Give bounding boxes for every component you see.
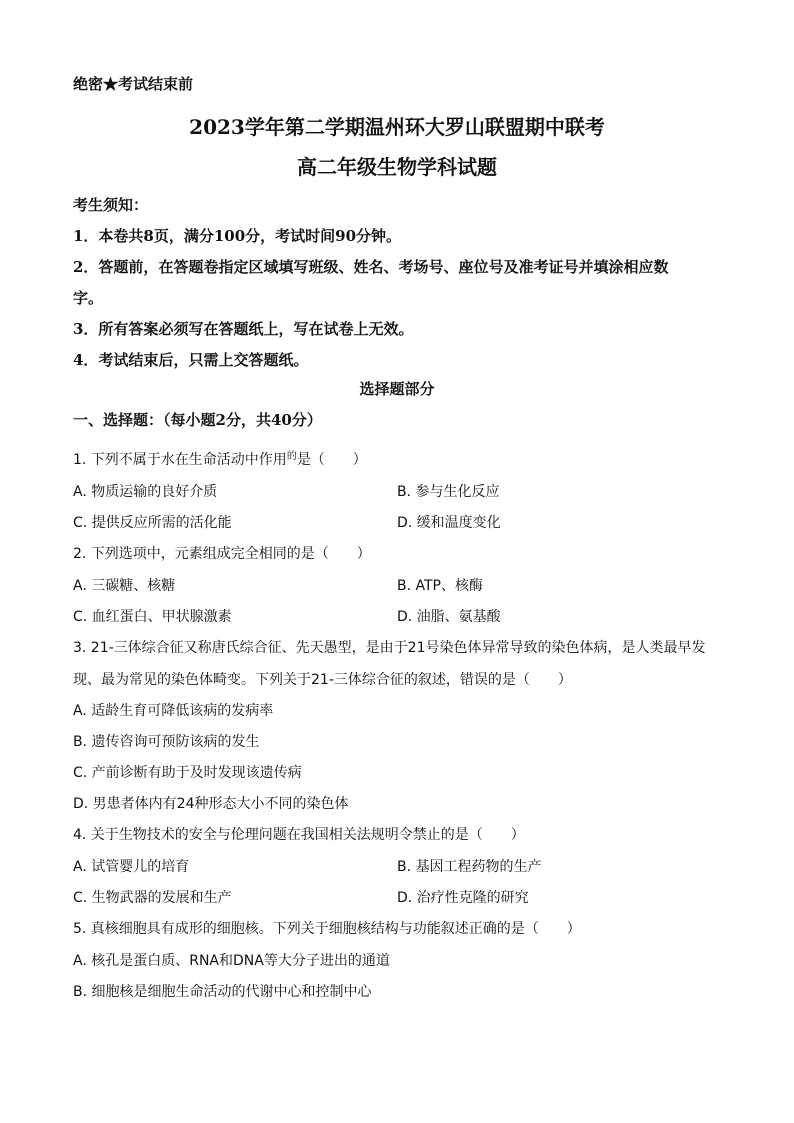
question-4-option-a: A. 试管婴儿的培育 xyxy=(73,859,190,875)
question-1-stem-end: 是（ ） xyxy=(296,452,367,468)
question-3-option-b: B. 遗传咨询可预防该病的发生 xyxy=(73,734,260,750)
notice-item-1: 1．本卷共8页，满分100分，考试时间90分钟。 xyxy=(73,227,402,245)
question-5-stem: 5. 真核细胞具有成形的细胞核。下列关于细胞核结构与功能叙述正确的是（ ） xyxy=(73,921,581,937)
notice-item-4: 4．考试结束后，只需上交答题纸。 xyxy=(73,351,309,369)
question-4-option-b: B. 基因工程药物的生产 xyxy=(397,859,542,875)
exam-subtitle: 高二年级生物学科试题 xyxy=(297,155,497,179)
question-1-option-d: D. 缓和温度变化 xyxy=(397,515,501,531)
exam-title: 2023学年第二学期温州环大罗山联盟期中联考 xyxy=(189,115,605,139)
question-1-option-b: B. 参与生化反应 xyxy=(397,484,500,500)
question-3-stem-line2: 现、最为常见的染色体畸变。下列关于21-三体综合征的叙述，错误的是（ ） xyxy=(73,672,572,688)
notice-item-3: 3．所有答案必须写在答题纸上，写在试卷上无效。 xyxy=(73,320,414,338)
question-2-option-d: D. 油脂、氨基酸 xyxy=(397,609,501,625)
question-4-option-c: C. 生物武器的发展和生产 xyxy=(73,890,232,906)
notice-item-2: 2．答题前，在答题卷指定区域填写班级、姓名、考场号、座位号及准考证号并填涂相应数 xyxy=(73,258,669,276)
notice-item-2-cont: 字。 xyxy=(73,289,104,307)
part-heading: 一、选择题：（每小题2分，共40分） xyxy=(73,411,322,429)
question-2-option-c: C. 血红蛋白、甲状腺激素 xyxy=(73,609,232,625)
question-1-stem-text: 1. 下列不属于水在生命活动中作用 xyxy=(73,452,287,468)
section-title: 选择题部分 xyxy=(359,380,435,398)
question-3-option-c: C. 产前诊断有助于及时发现该遗传病 xyxy=(73,765,302,781)
question-3-option-d: D. 男患者体内有24种形态大小不同的染色体 xyxy=(73,796,349,812)
question-3-option-a: A. 适龄生育可降低该病的发病率 xyxy=(73,703,274,719)
question-5-option-b: B. 细胞核是细胞生命活动的代谢中心和控制中心 xyxy=(73,984,372,1000)
question-2-option-b: B. ATP、核酶 xyxy=(397,578,483,594)
question-3-stem-line1: 3. 21-三体综合征又称唐氏综合征、先天愚型，是由于21号染色体异常导致的染色体病，是人类最早发 xyxy=(73,640,706,656)
question-4-stem: 4. 关于生物技术的安全与伦理问题在我国相关法规明令禁止的是（ ） xyxy=(73,827,525,843)
question-2-option-a: A. 三碳糖、核糖 xyxy=(73,578,176,594)
question-5-option-a: A. 核孔是蛋白质、RNA和DNA等大分子进出的通道 xyxy=(73,953,390,969)
confidential-label: 绝密★考试结束前 xyxy=(73,75,194,93)
notice-heading: 考生须知： xyxy=(73,196,149,214)
question-2-stem: 2. 下列选项中，元素组成完全相同的是（ ） xyxy=(73,546,371,562)
question-1-option-a: A. 物质运输的良好介质 xyxy=(73,484,218,500)
question-4-option-d: D. 治疗性克隆的研究 xyxy=(397,890,529,906)
question-1-stem-mark: 的 xyxy=(286,451,297,462)
question-1-stem xyxy=(73,452,367,467)
question-1-option-c: C. 提供反应所需的活化能 xyxy=(73,515,232,531)
